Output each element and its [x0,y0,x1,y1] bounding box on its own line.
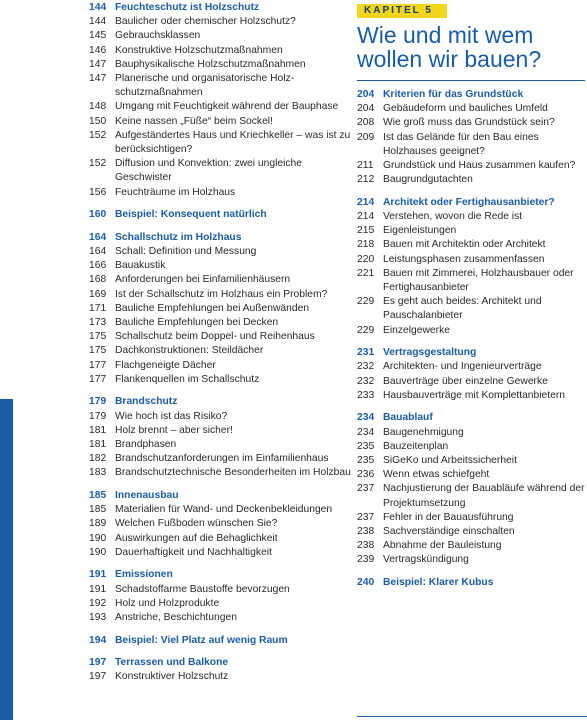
toc-section [89,208,351,222]
toc-entry[interactable] [89,100,351,114]
toc-entry-title: Dauerhaftigkeit und Nachhaltigkeit [115,546,272,558]
toc-section-heading[interactable] [357,88,585,102]
toc-entry[interactable] [89,273,351,287]
toc-page-number: 144 [89,2,107,13]
toc-entry-title: Nachjustierung der Bauabläufe während der Projektumsetzung [383,483,585,509]
toc-entry[interactable] [357,389,585,403]
toc-entry-title: Ist das Gelände für den Bau eines Holzhauses geeignet? [383,131,539,157]
toc-entry[interactable] [89,532,351,546]
toc-page-number: 150 [89,115,107,127]
toc-entry-title: Leistungsphasen zusammenfassen [383,253,545,265]
toc-section-heading[interactable] [89,489,351,503]
toc-entry[interactable] [89,115,351,129]
bottom-rule [357,716,587,717]
toc-entry-title: Brandphasen [115,439,177,451]
toc-entry-title: Anstriche, Beschichtungen [115,612,237,624]
toc-entry-title: Vertragskündigung [383,554,469,566]
toc-entry[interactable] [89,72,351,100]
toc-entry-title: Bauphysikalische Holzschutzmaßnahmen [115,58,306,70]
toc-page-number: 144 [89,16,107,28]
toc-entry-title: Schallschutz im Holzhaus [115,231,242,243]
toc-entry-title: Beispiel: Klarer Kubus [383,577,494,589]
toc-entry[interactable] [89,611,351,625]
toc-page-number: 193 [89,612,107,624]
chapter-title [357,23,585,71]
toc-entry[interactable] [89,503,351,517]
toc-section [89,489,351,560]
toc-right-column [357,0,585,599]
toc-entry[interactable] [89,157,351,185]
toc-page-number: 208 [357,117,375,129]
toc-page-number: 229 [357,296,375,308]
toc-entry[interactable] [89,29,351,43]
toc-page-number: 160 [89,209,107,221]
toc-entry[interactable] [89,316,351,330]
toc-entry[interactable] [89,44,351,58]
toc-entry-title: Materialien für Wand- und Deckenbekleidungen [115,504,333,516]
toc-page-number: 147 [89,73,107,85]
toc-page-number: 240 [357,577,375,589]
toc-page-number: 164 [89,246,107,258]
toc-entry-title: Bauzeitenplan [383,440,449,452]
toc-entry[interactable] [89,330,351,344]
toc-page-number: 164 [89,231,107,243]
toc-entry-title: Beispiel: Konsequent natürlich [115,209,267,221]
toc-entry-title: Abnahme der Bauleistung [383,540,502,552]
toc-entry-title: Gebrauchsklassen [115,30,201,42]
toc-entry-title: Holz brennt – aber sicher! [115,424,233,436]
toc-entry-title: Brandschutztechnische Besonderheiten im Holzbau [115,467,351,479]
toc-entry-title: Fehler in der Bauausführung [383,511,514,523]
toc-entry-title: Feuchteschutz ist Holzschutz [115,2,260,13]
toc-entry-title: Sachverständige einschalten [383,526,515,538]
toc-page-number: 148 [89,101,107,113]
toc-section [357,88,585,187]
toc-entry-title: Grundstück und Haus zusammen kaufen? [383,160,576,172]
toc-page-number: 179 [89,396,107,408]
chapter-title-line-2: wollen wir bauen? [357,46,542,72]
toc-entry-title: Hausbauverträge mit Komplettanbietern [383,389,566,401]
toc-page-number: 235 [357,455,375,467]
toc-page-number: 185 [89,504,107,516]
toc-entry[interactable] [357,253,585,267]
toc-entry[interactable] [89,466,351,480]
toc-entry-title: Schadstoffarme Baustoffe bevorzugen [115,583,290,595]
toc-page-number: 214 [357,196,375,208]
toc-entry-title: Wie hoch ist das Risiko? [115,410,228,422]
toc-entry[interactable] [357,102,585,116]
toc-page-number: 204 [357,89,375,100]
toc-entry[interactable] [89,452,351,466]
toc-page-number: 189 [89,518,107,530]
toc-entry-title: Schallschutz beim Doppel- und Reihenhaus [115,331,315,343]
toc-entry[interactable] [89,344,351,358]
toc-entry[interactable] [357,116,585,130]
toc-page-number: 209 [357,131,375,143]
toc-entry-title: Flachgeneigte Dächer [115,359,216,371]
toc-page-number: 232 [357,361,375,373]
toc-entry-title: Feuchträume im Holzhaus [115,186,236,198]
toc-entry[interactable] [89,583,351,597]
toc-entry-title: Eigenleistungen [383,225,457,237]
toc-page-number: 220 [357,253,375,265]
toc-page-number: 233 [357,389,375,401]
toc-entry[interactable] [89,359,351,373]
toc-page-number: 212 [357,174,375,186]
toc-section-heading[interactable] [89,395,351,409]
toc-page-number: 192 [89,597,107,609]
toc-page-number: 204 [357,103,375,115]
toc-section [89,634,351,648]
toc-entry[interactable] [357,324,585,338]
toc-entry[interactable] [89,438,351,452]
toc-page-number: 175 [89,331,107,343]
toc-entry-title: Bauablauf [383,412,433,424]
toc-page-number: 190 [89,546,107,558]
toc-entry-title: Vertragsgestaltung [383,347,477,359]
toc-page-number: 191 [89,583,107,595]
toc-entry-title: Einzelgewerke [383,324,450,336]
toc-section-heading[interactable] [357,576,585,590]
toc-page-number: 221 [357,267,375,279]
toc-entry[interactable] [89,288,351,302]
toc-page-number: 232 [357,375,375,387]
toc-entry-title: Wenn etwas schiefgeht [383,469,490,481]
toc-page-number: 190 [89,532,107,544]
toc-entry[interactable] [357,238,585,252]
toc-section [89,1,351,200]
toc-section-heading[interactable] [357,196,585,210]
toc-section [357,196,585,338]
toc-entry[interactable] [357,468,585,482]
toc-entry-title: Architekten- und Ingenieurverträge [383,361,542,373]
toc-page-number: 166 [89,260,107,272]
toc-entry-title: Emissionen [115,569,173,581]
toc-entry[interactable] [89,517,351,531]
toc-page-number: 181 [89,424,107,436]
toc-entry[interactable] [89,302,351,316]
toc-entry[interactable] [357,426,585,440]
toc-entry-title: Baugrundgutachten [383,174,473,186]
toc-page-number: 175 [89,345,107,357]
toc-entry[interactable] [357,267,585,295]
toc-page-number: 173 [89,317,107,329]
toc-page-number: 238 [357,540,375,552]
toc-entry-title: Bauliche Empfehlungen bei Außenwänden [115,302,310,314]
toc-entry-title: Verstehen, wovon die Rede ist [383,211,523,223]
toc-page-number: 168 [89,274,107,286]
toc-entry-title: Bauen mit Architektin oder Architekt [383,239,546,251]
toc-entry-title: Baugenehmigung [383,426,464,438]
chapter-accent-bar [0,399,13,720]
toc-right-list [357,88,585,590]
toc-entry-title: Gebäudeform und bauliches Umfeld [383,103,548,115]
toc-section [357,346,585,403]
toc-entry-title: Brandschutz [115,396,178,408]
toc-page-number: 234 [357,412,375,424]
toc-section-heading[interactable] [357,411,585,425]
toc-entry-title: Es geht auch beides: Architekt und Pauschalanbieter [383,296,542,322]
toc-page-number: 181 [89,439,107,451]
toc-section [357,411,585,567]
chapter-title-line-1: Wie und mit wem [357,22,534,48]
toc-entry[interactable] [89,186,351,200]
toc-entry[interactable] [357,295,585,323]
toc-entry-title: Dachkonstruktionen: Steildächer [115,345,264,357]
toc-page-number: 197 [89,657,107,669]
toc-entry-title: Welchen Fußboden wünschen Sie? [115,518,278,530]
toc-entry[interactable] [357,131,585,159]
toc-page-number: 238 [357,526,375,538]
toc-page-number: 231 [357,347,375,359]
toc-page-number: 211 [357,160,374,172]
toc-entry-title: Terrassen und Balkone [115,657,229,669]
toc-entry[interactable] [357,553,585,567]
toc-page-number: 218 [357,239,375,251]
toc-entry-title: Kriterien für das Grundstück [383,89,524,100]
toc-entry-title: Anforderungen bei Einfamilienhäusern [115,274,291,286]
toc-entry[interactable] [357,539,585,553]
toc-page-number: 215 [357,225,375,237]
toc-page-number: 182 [89,453,107,465]
toc-entry[interactable] [89,410,351,424]
toc-page-number: 152 [89,158,107,170]
toc-page-number: 191 [89,569,107,581]
toc-entry-title: Bauen mit Zimmerei, Holzhausbauer oder Fertighausanbieter [383,267,574,294]
toc-page-number: 146 [89,44,107,56]
toc-page-number: 171 [89,302,107,314]
toc-entry-title: Auswirkungen auf die Behaglichkeit [115,532,278,544]
toc-entry[interactable] [357,159,585,173]
toc-entry-title: Diffusion und Konvektion: zwei ungleiche Geschwister [115,158,302,184]
toc-entry-title: Keine nassen „Füße“ beim Sockel! [115,115,273,127]
toc-page-number: 197 [89,671,107,683]
toc-entry[interactable] [357,210,585,224]
toc-entry-title: Konstruktiver Holzschutz [115,671,229,683]
toc-page-number: 152 [89,129,107,141]
toc-section [89,656,351,684]
toc-entry-title: Bauliche Empfehlungen bei Decken [115,317,279,329]
toc-section-heading[interactable] [89,1,351,15]
toc-page-number: 194 [89,634,107,646]
toc-entry[interactable] [89,259,351,273]
toc-entry[interactable] [357,360,585,374]
toc-section-heading[interactable] [357,346,585,360]
toc-entry-title: Baulicher oder chemischer Holzschutz? [115,16,296,28]
toc-entry[interactable] [357,525,585,539]
toc-page-number: 229 [357,324,375,336]
toc-page-number: 147 [89,58,107,70]
toc-page-number: 156 [89,186,107,198]
toc-section-heading[interactable] [89,568,351,582]
toc-entry[interactable] [357,454,585,468]
toc-section [89,395,351,480]
toc-entry[interactable] [357,173,585,187]
toc-entry[interactable] [89,670,351,684]
toc-section-heading[interactable] [89,656,351,670]
chapter-badge: KAPITEL 5 [357,4,447,18]
toc-entry-title: Planerische und organisatorische Holz-schutzmaßnahmen [115,73,295,99]
toc-entry[interactable] [357,482,585,510]
toc-entry[interactable] [89,129,351,157]
toc-entry[interactable] [89,245,351,259]
toc-page-number: 145 [89,30,107,42]
toc-entry-title: Bauverträge über einzelne Gewerke [383,375,548,387]
toc-page-number: 177 [89,373,107,385]
toc-entry-title: Beispiel: Viel Platz auf wenig Raum [115,634,288,646]
toc-page-number: 239 [357,554,375,566]
toc-entry[interactable] [89,597,351,611]
toc-page-number: 236 [357,469,375,481]
toc-left-list [89,1,351,685]
toc-page-number: 234 [357,426,375,438]
toc-entry-title: Aufgeständertes Haus und Kriechkeller – was ist zu berücksichtigen? [115,129,351,156]
toc-entry-title: Schall: Definition und Messung [115,246,257,258]
toc-entry-title: Holz und Holzprodukte [115,597,220,609]
toc-page-number: 235 [357,440,375,452]
toc-entry[interactable] [357,375,585,389]
toc-page-number: 169 [89,288,107,300]
toc-section-heading[interactable] [89,231,351,245]
toc-entry-title: Wie groß muss das Grundstück sein? [383,117,555,129]
toc-entry-title: Flankenquellen im Schallschutz [115,373,260,385]
toc-entry[interactable] [89,424,351,438]
toc-page-number: 214 [357,211,375,223]
toc-page-number: 177 [89,359,107,371]
toc-entry[interactable] [89,546,351,560]
toc-page-number: 185 [89,490,107,502]
toc-entry-title: SiGeKo und Arbeitssicherheit [383,455,517,467]
toc-entry[interactable] [357,511,585,525]
toc-entry-title: Bauakustik [115,260,166,272]
toc-entry[interactable] [89,373,351,387]
toc-entry-title: Umgang mit Feuchtigkeit während der Bauphase [115,101,339,113]
toc-page-number: 237 [357,511,375,523]
toc-section [89,568,351,625]
toc-section [89,231,351,387]
toc-left-column [89,1,351,693]
toc-entry-title: Brandschutzanforderungen im Einfamilienhaus [115,453,329,465]
toc-page-number: 237 [357,483,375,495]
toc-page-number: 183 [89,467,107,479]
toc-entry-title: Ist der Schallschutz im Holzhaus ein Problem? [115,288,328,300]
toc-section [357,576,585,590]
toc-entry-title: Architekt oder Fertighausanbieter? [383,196,555,208]
toc-entry-title: Innenausbau [115,490,179,502]
toc-page-number: 179 [89,410,107,422]
toc-entry-title: Konstruktive Holzschutzmaßnahmen [115,44,283,56]
toc-entry[interactable] [89,58,351,72]
toc-section-heading[interactable] [89,208,351,222]
toc-entry[interactable] [89,15,351,29]
toc-section-heading[interactable] [89,634,351,648]
toc-entry[interactable] [357,224,585,238]
toc-entry[interactable] [357,440,585,454]
chapter-divider [357,80,585,81]
